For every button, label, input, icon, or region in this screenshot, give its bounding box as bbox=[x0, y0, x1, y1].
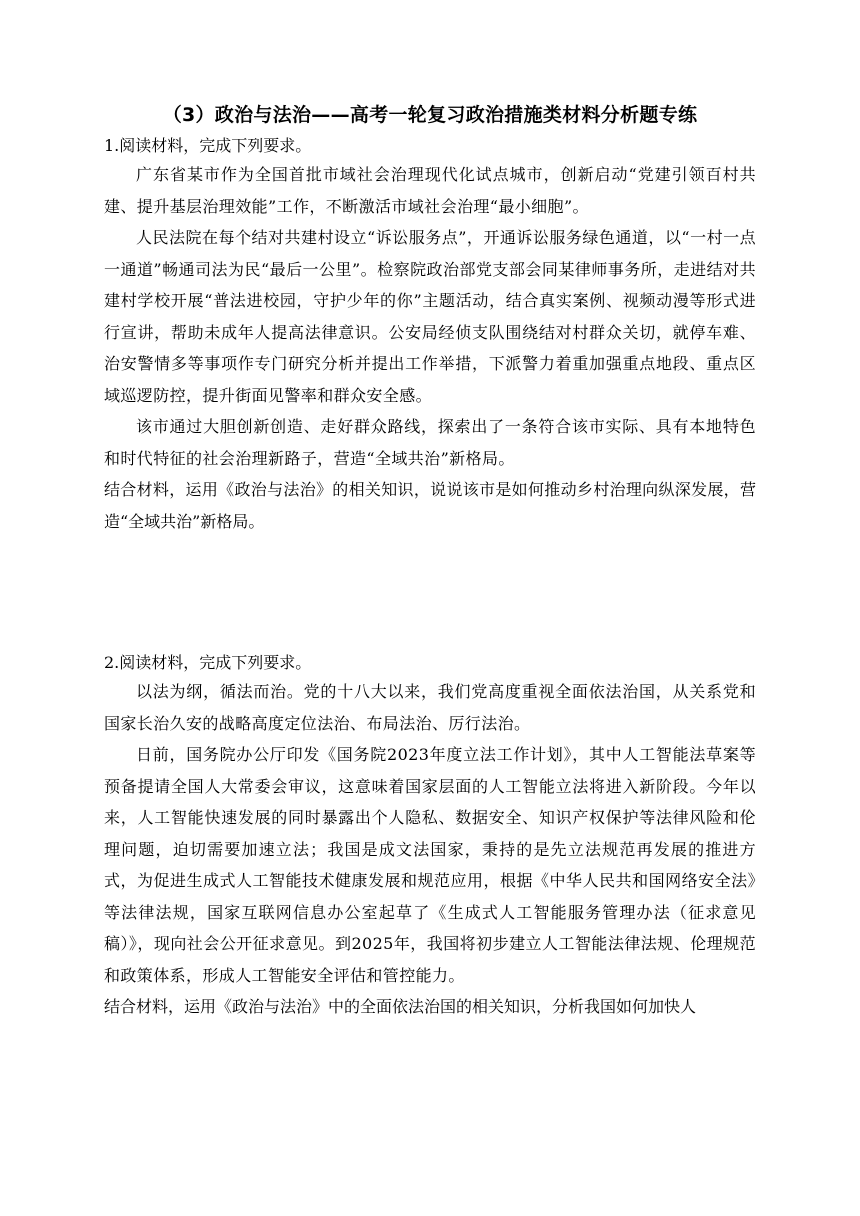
document-page bbox=[104, 100, 756, 1023]
question-1-paragraph-3: 该市通过大胆创新创造、走好群众路线，探索出了一条符合该市实际、具有本地特色和时代特征的社会治理新路子，营造“全域共治”新格局。 bbox=[104, 417, 756, 468]
question-1-heading: 1.阅读材料，完成下列要求。 bbox=[104, 136, 312, 155]
question-1-paragraph-1: 广东省某市作为全国首批市域社会治理现代化试点城市，创新启动“党建引领百村共建、提升基层治理效能”工作，不断激活市域社会治理“最小细胞”。 bbox=[104, 165, 756, 216]
question-2-paragraph-1: 以法为纲，循法而治。党的十八大以来，我们党高度重视全面依法治国，从关系党和国家长治久安的战略高度定位法治、布局法治、厉行法治。 bbox=[104, 682, 756, 733]
question-2-heading: 2.阅读材料，完成下列要求。 bbox=[104, 653, 312, 672]
question-1 bbox=[104, 132, 756, 538]
question-2 bbox=[104, 649, 756, 1023]
document-title: （3）政治与法治——高考一轮复习政治措施类材料分析题专练 bbox=[162, 104, 698, 126]
question-1-paragraph-2: 人民法院在每个结对共建村设立“诉讼服务点”，开通诉讼服务绿色通道，以“一村一点一通道”畅通司法为民“最后一公里”。检察院政治部党支部会同某律师事务所，走进结对共建村学校开展“普法进校园，守护少年的你”主题活动，结合真实案例、视频动漫等形式进行宣讲，帮助未成年人提高法律意识。公安局经侦支队围绕结对村群众关切，就停车难、治安警情多等事项作专门研究分析并提出工作举措，下派警力着重加强重点地段、重点区域巡逻防控，提升街面见警率和群众安全感。 bbox=[104, 228, 756, 405]
question-2-paragraph-2: 日前，国务院办公厅印发《国务院2023年度立法工作计划》，其中人工智能法草案等预备提请全国人大常委会审议，这意味着国家层面的人工智能立法将进入新阶段。今年以来，人工智能快速发展的同时暴露出个人隐私、数据安全、知识产权保护等法律风险和伦理问题，迫切需要加速立法；我国是成文法国家，秉持的是先立法规范再发展的推进方式，为促进生成式人工智能技术健康发展和规范应用，根据《中华人民共和国网络安全法》等法律法规，国家互联网信息办公室起草了《生成式人工智能服务管理办法（征求意见稿）》，现向社会公开征求意见。到2025年，我国将初步建立人工智能法律法规、伦理规范和政策体系，形成人工智能安全评估和管控能力。 bbox=[104, 745, 756, 985]
answer-space bbox=[104, 538, 756, 649]
question-2-prompt: 结合材料，运用《政治与法治》中的全面依法治国的相关知识，分析我国如何加快人 bbox=[104, 997, 697, 1016]
question-1-prompt: 结合材料，运用《政治与法治》的相关知识，说说该市是如何推动乡村治理向纵深发展，营造“全域共治”新格局。 bbox=[104, 480, 756, 531]
